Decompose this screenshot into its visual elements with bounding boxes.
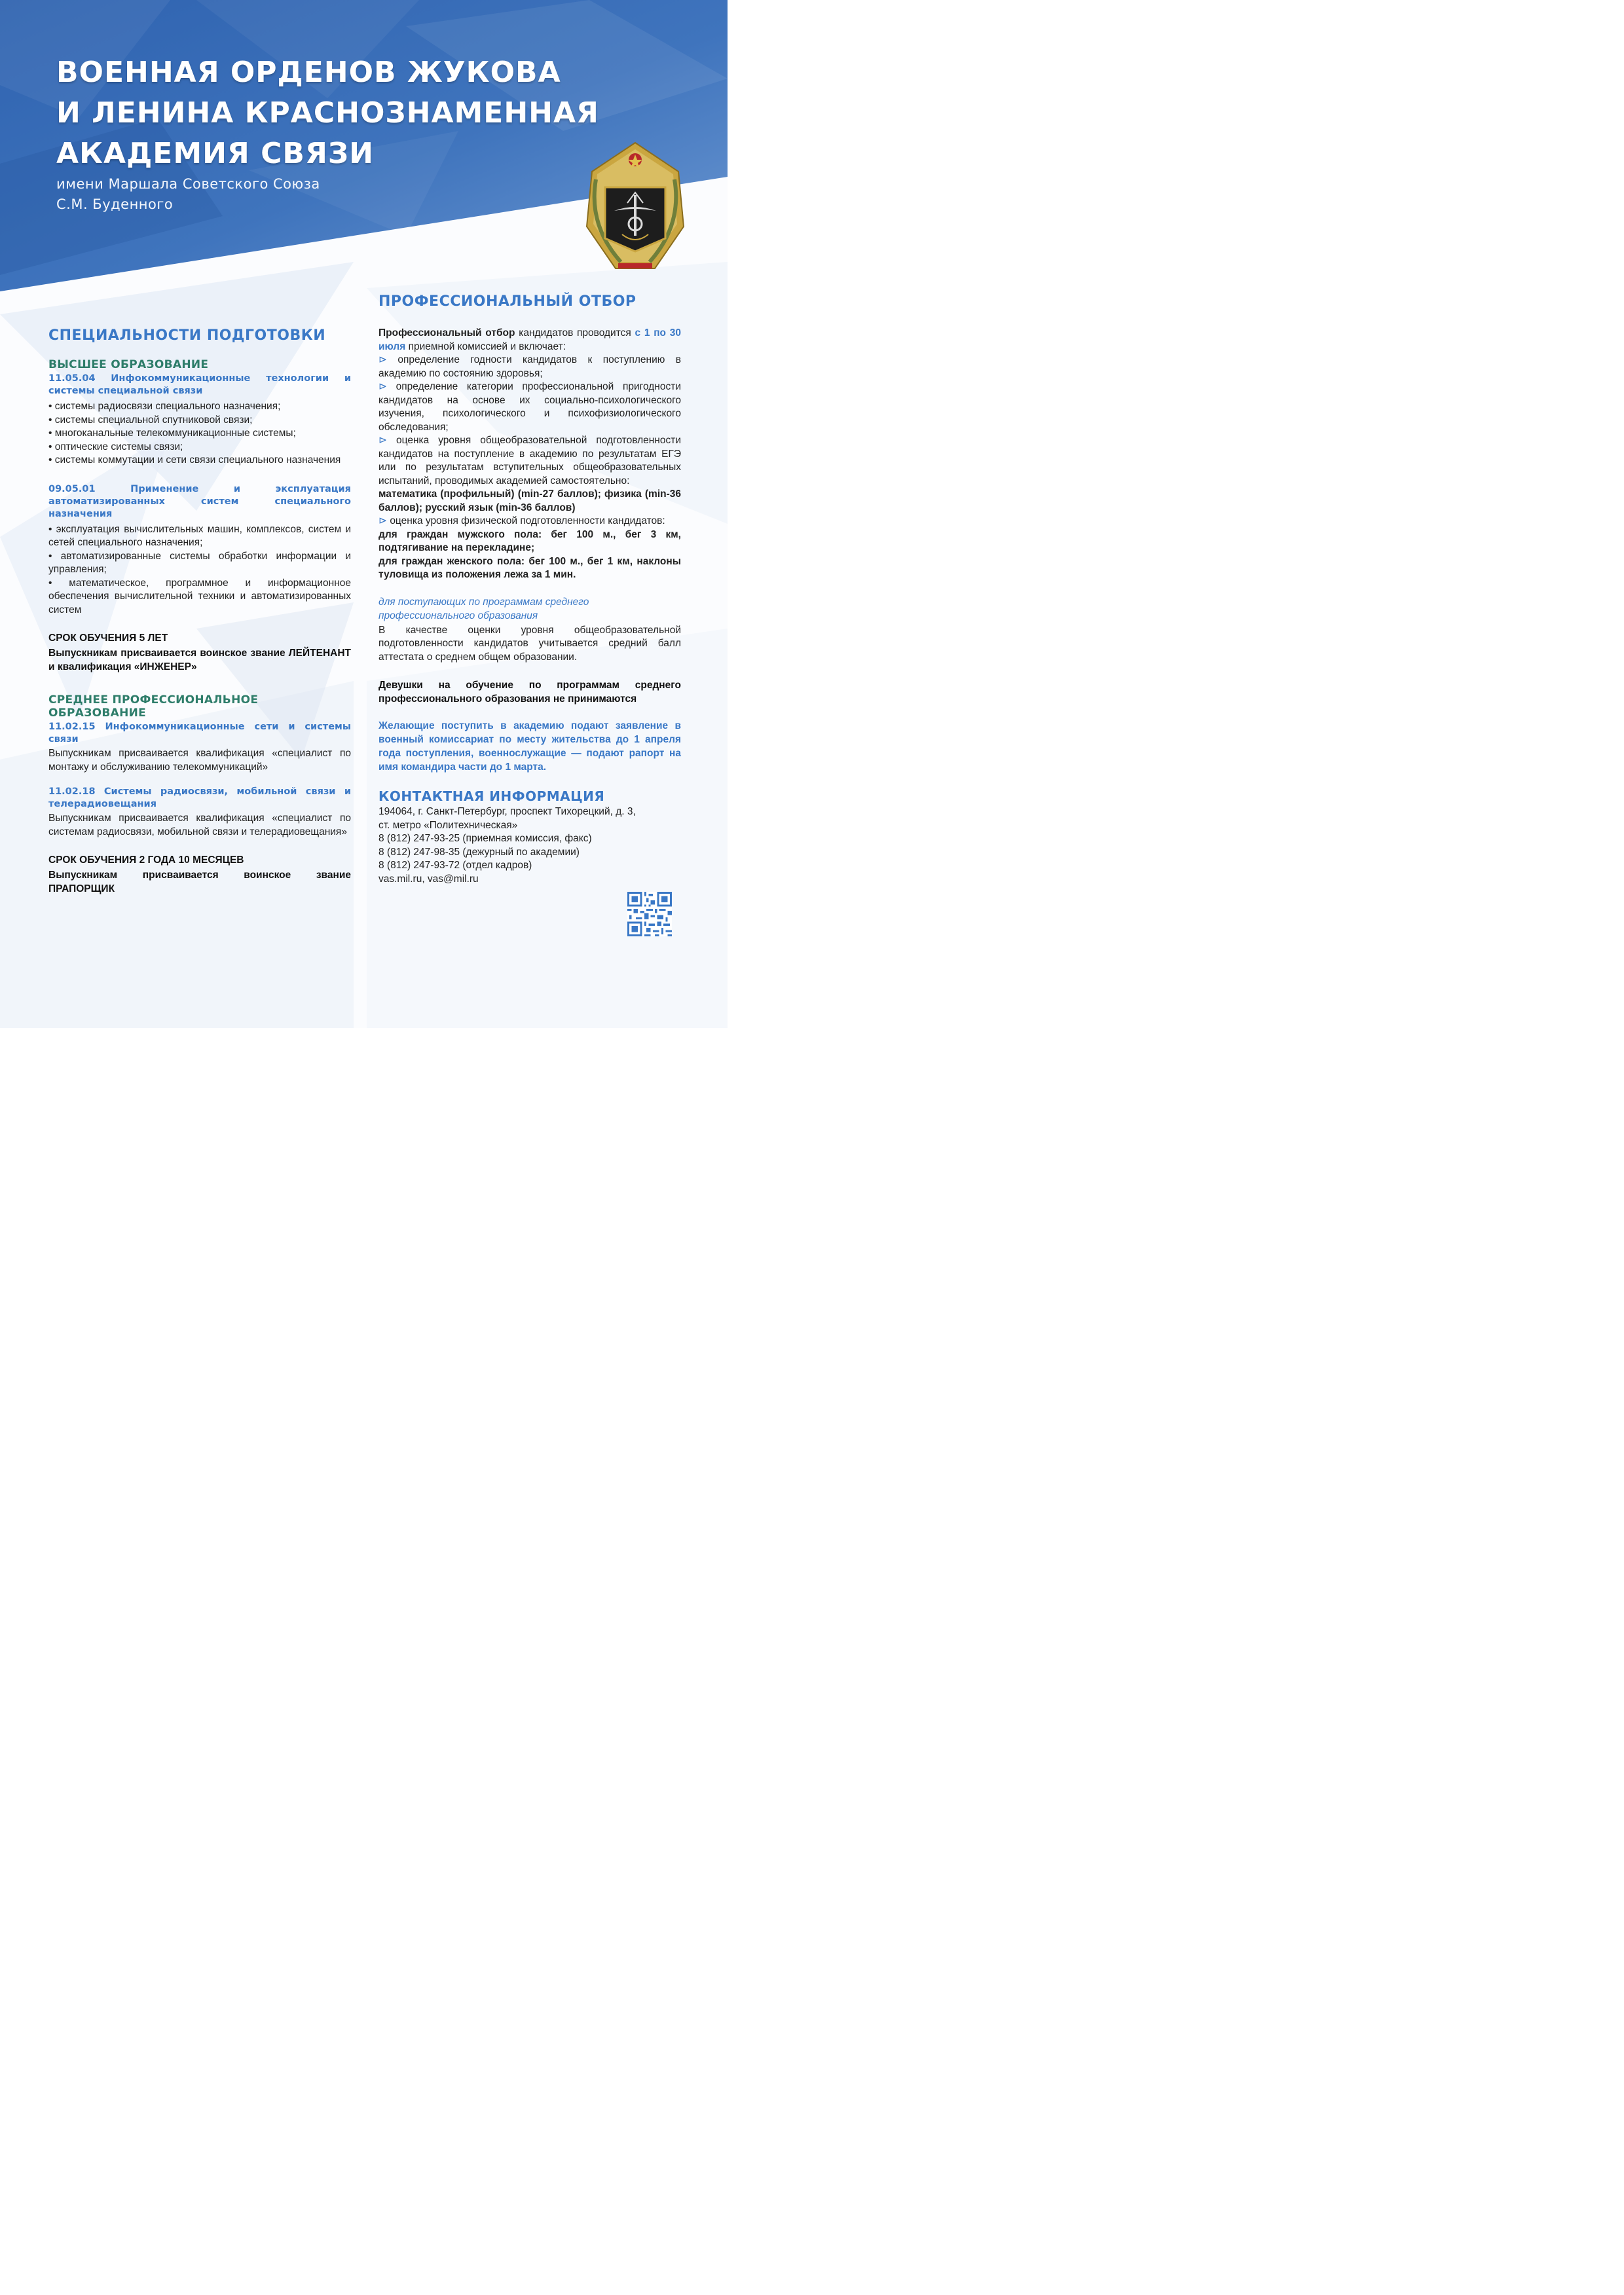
- phone-duty: 8 (812) 247-98-35 (дежурный по академии): [378, 846, 580, 858]
- selection-item-text: оценка уровня физической подготовленности кандидатов:: [390, 515, 665, 526]
- page-subtitle: [56, 174, 320, 215]
- qr-code-icon: [627, 892, 672, 936]
- phone-hr: 8 (812) 247-93-72 (отдел кадров): [378, 860, 532, 871]
- list-item: • оптические системы связи;: [48, 441, 351, 454]
- exam-requirements: математика (профильный) (min-27 баллов); физика (min-36 баллов); русский язык (min-36 баллов): [378, 488, 681, 513]
- flyer-page: [0, 0, 728, 1028]
- triangle-bullet-icon: ⊳: [378, 515, 387, 526]
- secondary-heading-line-1: СРЕДНЕЕ ПРОФЕССИОНАЛЬНОЕ: [48, 693, 259, 707]
- spec-11-02-15-title: 11.02.15 Инфокоммуникационные сети и системы связи: [48, 722, 351, 744]
- selection-item: [378, 434, 681, 488]
- intro-dates: с 1 по 30 июля: [378, 327, 681, 352]
- secondary-duration: СРОК ОБУЧЕНИЯ 2 ГОДА 10 МЕСЯЦЕВ: [48, 854, 244, 866]
- secondary-education-heading: [48, 693, 351, 720]
- specialties-column: [48, 327, 351, 896]
- selection-item: [378, 380, 681, 434]
- selection-list: [378, 327, 681, 582]
- selection-intro: [378, 327, 681, 354]
- intro-bold: Профессиональный отбор: [378, 327, 515, 339]
- selection-item-text: оценка уровня общеобразовательной подготовленности кандидатов на поступление в академию по результатам ЕГЭ или по результатам вступительных общеобразовательных испытаний, проводимых академией самостоятельно:: [378, 435, 681, 487]
- intro-mid: кандидатов проводится: [515, 327, 635, 339]
- secondary-award: Выпускникам присваивается воинское звание ПРАПОРЩИК: [48, 870, 351, 894]
- girls-note: Девушки на обучение по программам среднего профессионального образования не принимаются: [378, 680, 681, 705]
- list-item: • системы коммутации и сети связи специального назначения: [48, 454, 351, 468]
- web-email: vas.mil.ru, vas@mil.ru: [378, 873, 479, 885]
- triangle-bullet-icon: ⊳: [378, 354, 387, 365]
- subtitle-line-2: С.М. Буденного: [56, 196, 174, 212]
- higher-award: Выпускникам присваивается воинское звание ЛЕЙТЕНАНТ и квалификация «ИНЖЕНЕР»: [48, 648, 351, 672]
- list-item: • математическое, программное и информационное обеспечения вычислительной техники и автоматизированных систем: [48, 577, 351, 617]
- list-item: • автоматизированные системы обработки информации и управления;: [48, 550, 351, 577]
- spec-11-02-18-title: 11.02.18 Системы радиосвязи, мобильной связи и телерадиовещания: [48, 786, 351, 809]
- higher-duration: СРОК ОБУЧЕНИЯ 5 ЛЕТ: [48, 633, 168, 644]
- page-title: [56, 52, 599, 174]
- address-line-1: 194064, г. Санкт-Петербург, проспект Тихорецкий, д. 3,: [378, 806, 636, 817]
- list-item: • системы радиосвязи специального назначения;: [48, 400, 351, 414]
- contacts-heading: КОНТАКТНАЯ ИНФОРМАЦИЯ: [378, 788, 605, 804]
- academy-emblem-icon: [581, 140, 689, 276]
- title-line-3: АКАДЕМИЯ СВЯЗИ: [56, 137, 374, 170]
- male-requirements: для граждан мужского пола: бег 100 м., бег 3 км, подтягивание на перекладине;: [378, 528, 681, 553]
- triangle-bullet-icon: ⊳: [378, 435, 387, 446]
- title-line-1: ВОЕННАЯ ОРДЕНОВ ЖУКОВА: [56, 56, 561, 89]
- contacts-block: [378, 805, 681, 886]
- spec-09-05-01-title: 09.05.01 Применение и эксплуатация автоматизированных систем специального назначения: [48, 483, 351, 519]
- list-item: • эксплуатация вычислительных машин, комплексов, систем и сетей специального назначения;: [48, 523, 351, 550]
- selection-item-text: определение категории профессиональной пригодности кандидатов на основе их социально-психологического изучения, психологического и психофизиологического обследования;: [378, 381, 681, 433]
- spo-heading: для поступающих по программам среднего профессионального образования: [378, 596, 589, 621]
- spec-09-05-01-list: [48, 523, 351, 617]
- selection-column: [378, 293, 681, 886]
- selection-item: [378, 515, 681, 528]
- phone-admissions: 8 (812) 247-93-25 (приемная комиссия, факс): [378, 833, 592, 844]
- spec-11-02-18-text: Выпускникам присваивается квалификация «специалист по системам радиосвязи, мобильной связи и телерадиовещания»: [48, 813, 351, 837]
- address-line-2: ст. метро «Политехническая»: [378, 819, 518, 831]
- selection-heading: ПРОФЕССИОНАЛЬНЫЙ ОТБОР: [378, 293, 637, 310]
- list-item: • многоканальные телекоммуникационные системы;: [48, 427, 351, 441]
- female-requirements: для граждан женского пола: бег 100 м., бег 1 км, наклоны туловища из положения лежа за 1 мин.: [378, 555, 681, 580]
- higher-education-heading: ВЫСШЕЕ ОБРАЗОВАНИЕ: [48, 358, 209, 371]
- selection-item-text: определение годности кандидатов к поступлению в академию по состоянию здоровья;: [378, 354, 681, 379]
- list-item: • системы специальной спутниковой связи;: [48, 414, 351, 428]
- apply-note: Желающие поступить в академию подают заявление в военный комиссариат по месту жительства до 1 апреля года поступления, военнослужащие — подают рапорт на имя командира части до 1 марта.: [378, 720, 681, 773]
- spec-11-02-15-text: Выпускникам присваивается квалификация «специалист по монтажу и обслуживанию телекоммуникаций»: [48, 748, 351, 773]
- title-line-2: И ЛЕНИНА КРАСНОЗНАМЕННАЯ: [56, 96, 599, 130]
- spo-text: В качестве оценки уровня общеобразовательной подготовленности кандидатов учитывается средний балл аттестата о среднем общем образовании.: [378, 624, 681, 663]
- spec-11-05-04-title: 11.05.04 Инфокоммуникационные технологии и системы специальной связи: [48, 373, 351, 396]
- subtitle-line-1: имени Маршала Советского Союза: [56, 176, 320, 192]
- secondary-heading-line-2: ОБРАЗОВАНИЕ: [48, 707, 147, 720]
- selection-item: [378, 354, 681, 380]
- intro-end: приемной комиссией и включает:: [405, 340, 566, 352]
- triangle-bullet-icon: ⊳: [378, 381, 387, 392]
- spec-11-05-04-list: [48, 400, 351, 468]
- specialties-heading: СПЕЦИАЛЬНОСТИ ПОДГОТОВКИ: [48, 327, 326, 344]
